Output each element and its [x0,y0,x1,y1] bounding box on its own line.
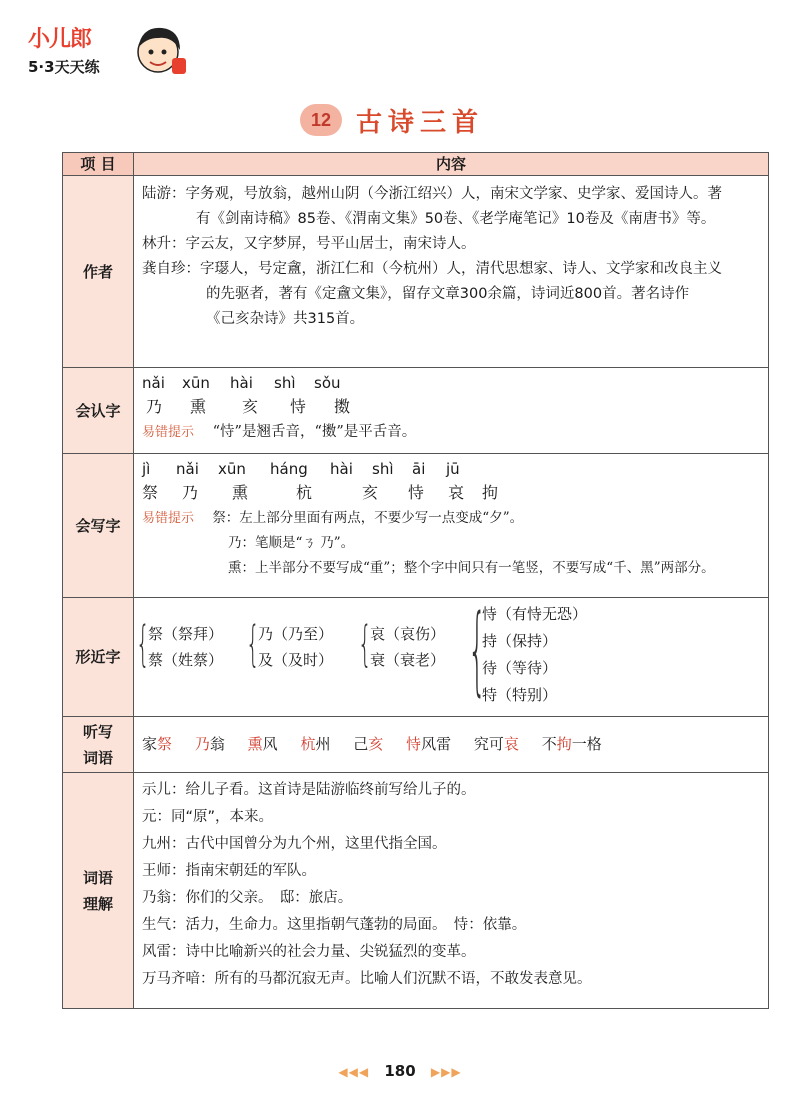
write-pinyin-row [142,458,760,480]
pinyin: nǎi [142,374,165,392]
similar-groups [136,594,760,712]
error-tip-text: 熏：上半部分不要写成“重”；整个字中间只有一笔竖，不要写成“千、黑”两部分。 [228,560,715,576]
meaning-content [134,773,769,1009]
character: 熏 [232,483,249,502]
error-tip-text: “恃”是翘舌音，“擞”是平舌音。 [212,424,417,440]
write-content [134,454,769,598]
meaning-line: 乃翁：你们的父亲。 邸：旅店。 [142,890,353,906]
pinyin: háng [270,460,308,478]
page-footer [0,1062,800,1080]
column-header-content: 内容 [134,153,769,176]
author-row [63,176,769,368]
next-arrows-icon: ▶▶▶ [430,1065,462,1079]
dictation-word: 不拘一格 [541,735,602,753]
brace-icon: { [136,616,150,672]
column-header-item: 项 目 [63,153,134,176]
character: 亥 [362,483,379,502]
similar-word: 及（及时） [258,651,334,669]
logo [28,22,188,82]
character: 哀 [448,483,465,502]
brace-icon: { [246,616,260,672]
meaning-line: 九州：古代中国曾分为九个州，这里代指全国。 [142,836,447,852]
meaning-line: 生气：活力，生命力。这里指朝气蓬勃的局面。 恃：依靠。 [142,917,527,933]
meaning-label [63,773,134,1009]
recognize-tip [142,420,760,445]
pinyin: jì [142,460,151,478]
write-tip [142,506,760,531]
dictation-word: 熏风 [247,735,278,753]
dictation-word: 己亥 [353,735,384,753]
meaning-line: 元：同“原”，本来。 [142,809,274,825]
dictation-word: 家祭 [142,735,173,753]
similar-word: 待（等待） [482,659,558,677]
meaning-line: 风雷：诗中比喻新兴的社会力量、尖锐猛烈的变革。 [142,944,476,960]
similar-word: 恃（有恃无恐） [482,605,588,623]
character: 恃 [290,397,307,416]
author-line: 《己亥杂诗》共315首。 [206,311,365,327]
pinyin: hài [330,460,353,478]
dictation-word: 乃翁 [194,735,225,753]
error-tip-text: 乃：笔顺是“ㄋ 乃”。 [228,535,355,551]
meaning-label-line: 词语 [82,868,113,887]
similar-word: 哀（哀伤） [370,625,446,643]
write-chars-row [142,480,760,506]
dictation-label-line: 词语 [82,748,113,767]
character: 熏 [190,397,207,416]
recognize-pinyin-row [142,372,760,394]
brace-icon: { [468,594,487,706]
similar-word: 特（特别） [482,686,558,704]
similar-word: 祭（祭拜） [148,625,224,643]
meaning-line: 王师：指南宋朝廷的军队。 [142,863,316,879]
recognize-chars-row [142,394,760,420]
author-content [134,176,769,368]
previous-arrows-icon: ◀◀◀ [338,1065,370,1079]
lesson-table [62,152,769,1009]
page-number: 180 [384,1062,416,1080]
pinyin: sǒu [314,374,341,392]
table-header-row [63,153,769,176]
similar-word: 乃（乃至） [258,625,334,643]
boy-mascot-icon [132,22,190,78]
pinyin: xūn [218,460,246,478]
character: 乃 [182,483,199,502]
similar-word: 衰（衰老） [370,651,446,669]
dictation-label-line: 听写 [82,722,113,741]
dictation-content [134,717,769,773]
author-line: 的先驱者，著有《定盦文集》，留存文章300余篇，诗词近800首。著名诗作 [206,286,690,302]
character: 乃 [146,397,163,416]
character: 擞 [334,397,351,416]
error-tip-text: 祭：左上部分里面有两点，不要少写一点变成“夕”。 [212,510,524,526]
error-tip-label: 易错提示 [142,511,195,526]
brace-icon: { [358,616,372,672]
similar-label: 形近字 [63,598,134,717]
error-tip-label: 易错提示 [142,425,195,440]
pinyin: hài [230,374,253,392]
lesson-title-text: 古诗三首 [356,107,485,138]
pinyin: nǎi [176,460,199,478]
pinyin: xūn [182,374,210,392]
author-line: 龚自珍：字璱人，号定盦，浙江仁和（今杭州）人，清代思想家、诗人、文学家和改良主义 [142,261,722,277]
dictation-word: 杭州 [300,735,331,753]
similar-word: 持（保持） [482,632,558,650]
logo-subtitle: 5·3天天练 [28,58,100,76]
meaning-row [63,773,769,1009]
lesson-number-badge: 12 [300,104,342,136]
dictation-word: 究可哀 [473,735,519,753]
pinyin: jū [446,460,460,478]
character: 杭 [296,483,313,502]
similar-content [134,594,769,717]
character: 恃 [408,483,425,502]
write-row [63,454,769,598]
meaning-line: 万马齐喑：所有的马都沉寂无声。比喻人们沉默不语，不敢发表意见。 [142,971,592,987]
author-line: 林升：字云友，又字梦屏，号平山居士，南宋诗人。 [142,236,476,252]
character: 拘 [482,483,499,502]
recognize-label: 会认字 [63,368,134,454]
pinyin: āi [412,460,426,478]
meaning-label-line: 理解 [82,894,113,913]
meaning-line: 示儿：给儿子看。这首诗是陆游临终前写给儿子的。 [142,782,476,798]
similar-row [63,598,769,717]
author-label: 作者 [63,176,134,368]
recognize-content [134,368,769,454]
dictation-words [142,732,760,757]
pinyin: shì [372,460,394,478]
pinyin: shì [274,374,296,392]
write-label: 会写字 [63,454,134,598]
logo-title: 小儿郎 [28,27,92,52]
recognize-row [63,368,769,454]
character: 祭 [142,483,159,502]
dictation-word: 恃风雷 [406,735,452,753]
dictation-label [63,717,134,773]
author-line: 有《剑南诗稿》85卷、《渭南文集》50卷、《老学庵笔记》10卷及《南唐书》等。 [196,211,716,227]
dictation-row [63,717,769,773]
similar-word: 蔡（姓蔡） [148,651,224,669]
lesson-title [300,100,484,140]
author-line: 陆游：字务观，号放翁，越州山阴（今浙江绍兴）人，南宋文学家、史学家、爱国诗人。著 [142,186,722,202]
character: 亥 [242,397,259,416]
